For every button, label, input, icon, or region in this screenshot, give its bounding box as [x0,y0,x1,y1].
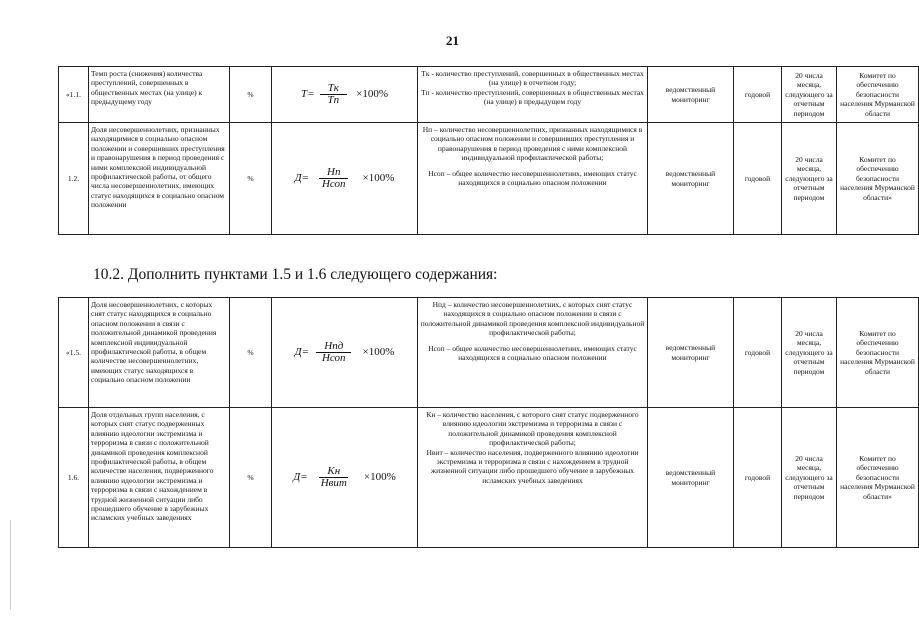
formula-numerator: Кн [319,467,348,478]
periodicity: годовой [734,298,782,408]
description-line: Нсоп – общее количество несовершеннолетних, имеющих статус находящихся в социально опасном положении [428,343,637,363]
formula-fraction [312,165,356,190]
description-line: Tп - количество преступлений, совершенных в общественных местах (на улице) в предыдущем году [421,87,644,107]
periodicity: годовой [734,123,782,235]
deadline: 20 числа месяца, следующего за отчетным периодом [782,67,837,123]
formula [294,165,395,190]
table-row [59,123,919,235]
formula-cell [272,298,418,408]
formula-denominator: Нсоп [321,178,346,190]
formula-cell [272,408,418,548]
description-line: Нпд – количество несовершеннолетних, с которых снят статус находящихся в социально опасном положении в связи с положительной динамикой проведения комплексной индивидуальной профилактической работы; [420,300,645,338]
indicator-name: Темп роста (снижения) количества преступлений, совершенных в общественных местах (на улице) к предыдущему году [89,67,230,123]
formula-denominator: Tп [327,94,340,106]
formula-cell [272,123,418,235]
formula [294,339,395,364]
periodicity: годовой [734,408,782,548]
binding-margin-line [10,520,11,610]
deadline: 20 числа месяца, следующего за отчетным периодом [782,408,837,548]
variable-description [418,408,648,548]
description-line: Tк - количество преступлений, совершенных в общественных местах (на улице) в отчетном году; [421,69,644,88]
indicator-name: Доля несовершеннолетних, признанных находящимися в социально опасном положении и совершивших преступления и правонарушения в период проведения с ними комплексной индивидуальной профилактической работы, от общего числа несовершеннолетних, имеющих статус находящихся в социально опасном положении [89,123,230,235]
collection-method: ведомственный мониторинг [648,298,734,408]
row-number: «1.1. [59,67,89,123]
formula-numerator: Нп [319,168,348,179]
indicators-table-bottom [58,297,919,548]
deadline: 20 числа месяца, следующего за отчетным периодом [782,298,837,408]
responsible-body: Комитет по обеспечению безопасности населения Мурманской области» [837,123,919,235]
row-number: «1.5. [59,298,89,408]
unit-cell: % [230,67,272,123]
responsible-body: Комитет по обеспечению безопасности населения Мурманской области [837,298,919,408]
row-number: 1.6. [59,408,89,548]
unit-cell: % [230,408,272,548]
table-row [59,298,919,408]
indicator-name: Доля несовершеннолетних, с которых снят статус находящихся в социально опасном положении в связи с положительной динамикой проведения комплексной индивидуальной профилактической работы, в общем количестве несовершеннолетних, имеющих статус находящихся в социально опасном положении [89,298,230,408]
responsible-body: Комитет по обеспечению безопасности населения Мурманской области [837,67,919,123]
formula-denominator: Нвит [320,477,347,489]
description-line: Нвит – количество населения, подверженного влиянию идеологии экстремизма и терроризма в связи с нахождением в трудной жизненной ситуации либо прошедшего обучение в зарубежных исламских учебных заведениях [426,447,639,485]
formula-cell [272,67,418,123]
description-line: Нсоп – общее количество несовершеннолетних, имеющих статус находящихся в социально опасном положении [428,168,637,188]
formula-multiplier: ×100% [362,345,395,358]
periodicity: годовой [734,67,782,123]
formula [293,464,396,489]
description-line: Нп – количество несовершеннолетних, признанных находящимися в социально опасном положении и совершивших преступления и правонарушения в период проведения с ними комплексной индивидуальной профилактической работы; [422,125,643,163]
responsible-body: Комитет по обеспечению безопасности населения Мурманской области» [837,408,919,548]
collection-method: ведомственный мониторинг [648,123,734,235]
formula-fraction [318,81,350,106]
formula-denominator: Нсоп [321,352,346,364]
collection-method: ведомственный мониторинг [648,408,734,548]
unit-cell: % [230,123,272,235]
formula-numerator: Нпд [316,342,351,353]
table-row [59,67,919,123]
indicator-name: Доля отдельных групп населения, с которых снят статус подверженных влиянию идеологии экстремизма и терроризма в связи с положительной динамикой проведения комплексной профилактической работы, в общем количестве населения, подверженного влиянию идеологии экстремизма и терроризма в связи с нахождением в трудной жизненной ситуации либо прошедшего обучение в зарубежных исламских учебных заведениях [89,408,230,548]
indicators-table-top [58,66,919,235]
formula-lhs: Д= [294,345,309,358]
page-number: 21 [446,33,459,48]
deadline: 20 числа месяца, следующего за отчетным периодом [782,123,837,235]
variable-description [418,123,648,235]
formula-fraction [312,339,356,364]
unit-cell: % [230,298,272,408]
formula-multiplier: ×100% [363,470,396,483]
formula-lhs: T= [300,87,315,100]
formula-numerator: Tк [320,84,347,95]
formula-multiplier: ×100% [356,87,389,100]
formula [300,81,389,106]
formula-fraction [311,464,357,489]
section-heading: 10.2. Дополнить пунктами 1.5 и 1.6 следующего содержания: [93,266,498,283]
description-line: Кн – количество населения, с которого снят статус подверженного влиянию идеологии экстремизма и терроризма в связи с положительной динамикой проведения комплексной профилактической работы; [426,410,639,448]
formula-lhs: Д= [293,470,308,483]
formula-multiplier: ×100% [362,171,395,184]
formula-lhs: Д= [294,171,309,184]
table-row [59,408,919,548]
variable-description [418,298,648,408]
collection-method: ведомственный мониторинг [648,67,734,123]
variable-description [418,67,648,123]
row-number: 1.2. [59,123,89,235]
